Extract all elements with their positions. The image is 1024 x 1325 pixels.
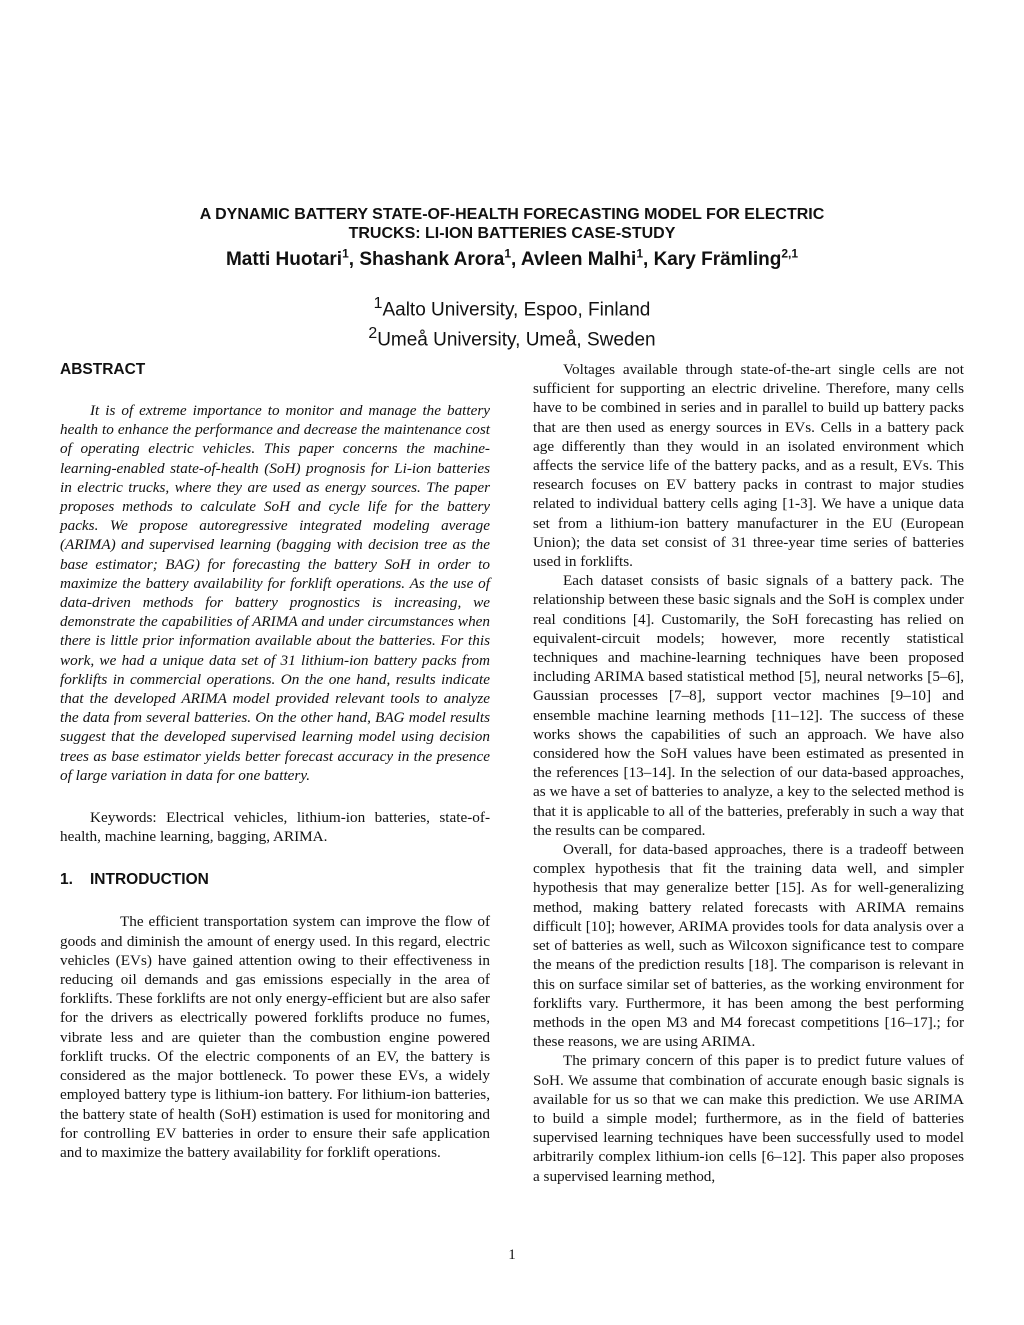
- abstract-text: It is of extreme importance to monitor and manage the battery health to enhance the performance and decrease the maintenance cost of operating electric vehicles. This paper concerns the machine-learning-enabled state-of-health (SoH) prognosis for Li-ion batteries in electric trucks, where they are used as energy sources. The paper proposes methods to calculate SoH and cycle life for the battery packs. We propose autoregressive integrated modeling average (ARIMA) and supervised learning (bagging with decision tree as the base estimator; BAG) for forecasting the battery SoH in order to maximize the battery availability for forklift operations. As the use of data-driven methods for battery prognostics is increasing, we demonstrate the capabilities of ARIMA and under circumstances when there is little prior information available about the batteries. For this work, we had a unique data set of 31 lithium-ion battery packs from forklifts in commercial operations. On the one hand, results indicate that the developed ARIMA model provided relevant tools to analyze the data from several batteries. On the other hand, BAG model results suggest that the developed supervised learning model using decision trees as base estimator yields better forecast accuracy in the presence of large variation in data for one battery.: [60, 402, 490, 784]
- author-separator: ,: [643, 249, 654, 270]
- author-list: [0, 247, 1024, 273]
- author-separator: ,: [348, 249, 360, 270]
- author-name: Avleen Malhi: [520, 249, 637, 270]
- keywords: Keywords: Electrical vehicles, lithium-ion batteries, state-of-health, machine learning, bagging, ARIMA.: [60, 809, 490, 846]
- author-name: Kary Främling: [653, 249, 782, 270]
- affiliation-line: [0, 292, 1024, 322]
- introduction-heading: [60, 870, 490, 890]
- body-paragraph: Overall, for data-based approaches, there is a tradeoff between complex hypothesis that fit the training data well, and simpler hypothesis that may generalize better [15]. As for well-generalizing method, making battery related forecasts with ARIMA remains difficult [10]; however, ARIMA provides tools for data analysis over a set of batteries as well, such as Wilcoxon significance test to compare the means of the prediction results [18]. The comparison is relevant in this on surface similar set of batteries, as the working environment for forklifts vary. Furthermore, it has been among the best performing methods in the open M3 and M4 forecast competitions [16–17].; for these reasons, we are using ARIMA.: [533, 841, 964, 1051]
- page-number: 1: [508, 1247, 516, 1263]
- body-paragraph: The primary concern of this paper is to predict future values of SoH. We assume that combination of accurate enough basic signals is available for us so that we can make this prediction. We use ARIMA to build a simple model; furthermore, as in the field of batteries supervised learning techniques have been successfully used to model arbitrarily complex lithium-ion cells [6–12]. This paper also proposes a supervised learning method,: [533, 1052, 964, 1185]
- author-affiliation-mark: 1: [342, 246, 349, 261]
- author-separator: ,: [511, 249, 521, 270]
- paper-title: [0, 205, 1024, 243]
- body-paragraph: Each dataset consists of basic signals of a battery pack. The relationship between these basic signals and the SoH is complex under real conditions [4]. Customarily, the SoH forecasting has relied on equivalent-circuit models; however, more recently statistical techniques and machine-learning techniques have been proposed including ARIMA based statistical method [5], neural networks [5–6], Gaussian processes [7–8], support vector machines [9–10] and ensemble machine learning methods [11–12]. The success of these works shows the capabilities of such an approach. We have also considered how the SoH values have been estimated as presented in the references [13–14]. In the selection of our data-based approaches, as we have a set of batteries to analyze, a key to the selected method is that it is applicable to all of the batteries, preferably in such a way that the results can be compared.: [533, 572, 964, 839]
- author-name: Matti Huotari: [225, 249, 343, 270]
- section-title: INTRODUCTION: [90, 871, 209, 889]
- affiliation-line: [0, 322, 1024, 352]
- affiliation-mark: 2: [368, 325, 378, 343]
- affiliation-text: Umeå University, Umeå, Sweden: [377, 329, 656, 351]
- title-line-1: A DYNAMIC BATTERY STATE-OF-HEALTH FORECASTING MODEL FOR ELECTRIC: [199, 206, 825, 223]
- affiliations: [0, 292, 1024, 353]
- abstract-heading: ABSTRACT: [60, 361, 146, 378]
- body-paragraph: Voltages available through state-of-the-art single cells are not sufficient for supporting an electric driveline. Therefore, many cells have to be combined in series and in parallel to build up battery packs that are then used as energy sources in EVs. Cells in a battery pack age differently than they would in an isolated environment which affects the service life of the battery packs, and as a result, EVs. This research focuses on EV battery packs in contrast to major studies related to individual battery cells aging [1-3]. We have a unique data set from a lithium-ion battery manufacturer in the EU (European Union); the data set consist of 31 three-year time series of batteries used in forklifts.: [533, 361, 964, 571]
- title-line-2: TRUCKS: LI-ION BATTERIES CASE-STUDY: [348, 225, 676, 242]
- author-name: Shashank Arora: [359, 249, 505, 270]
- affiliation-text: Aalto University, Espoo, Finland: [382, 299, 651, 321]
- author-affiliation-mark: 1: [504, 246, 512, 261]
- title-block: [0, 205, 1024, 273]
- affiliation-mark: 1: [373, 295, 383, 312]
- left-column: [60, 360, 490, 1162]
- author-affiliation-mark: 2,1: [781, 246, 799, 261]
- section-number: 1.: [60, 871, 73, 889]
- author-affiliation-mark: 1: [636, 246, 644, 261]
- introduction-paragraph: The efficient transportation system can improve the flow of goods and diminish the amount of energy used. In this regard, electric vehicles (EVs) have gained attention owing to their effectiveness in reducing oil demands and gas emissions especially in the area of forklifts. These forklifts are not only energy-efficient but are also safer for the drivers as electrically powered forklifts produce no fumes, vibrate less and are quieter than the combustion engine powered forklift trucks. Of the electric components of an EV, the battery is considered as the major bottleneck. To power these EVs, a widely employed battery type is lithium-ion battery. For lithium-ion batteries, the battery state of health (SoH) estimation is used for monitoring and for controlling EV batteries in order to ensure their safe application and to maximize the battery availability for forklift operations.: [60, 913, 490, 1161]
- right-column: [533, 360, 964, 1186]
